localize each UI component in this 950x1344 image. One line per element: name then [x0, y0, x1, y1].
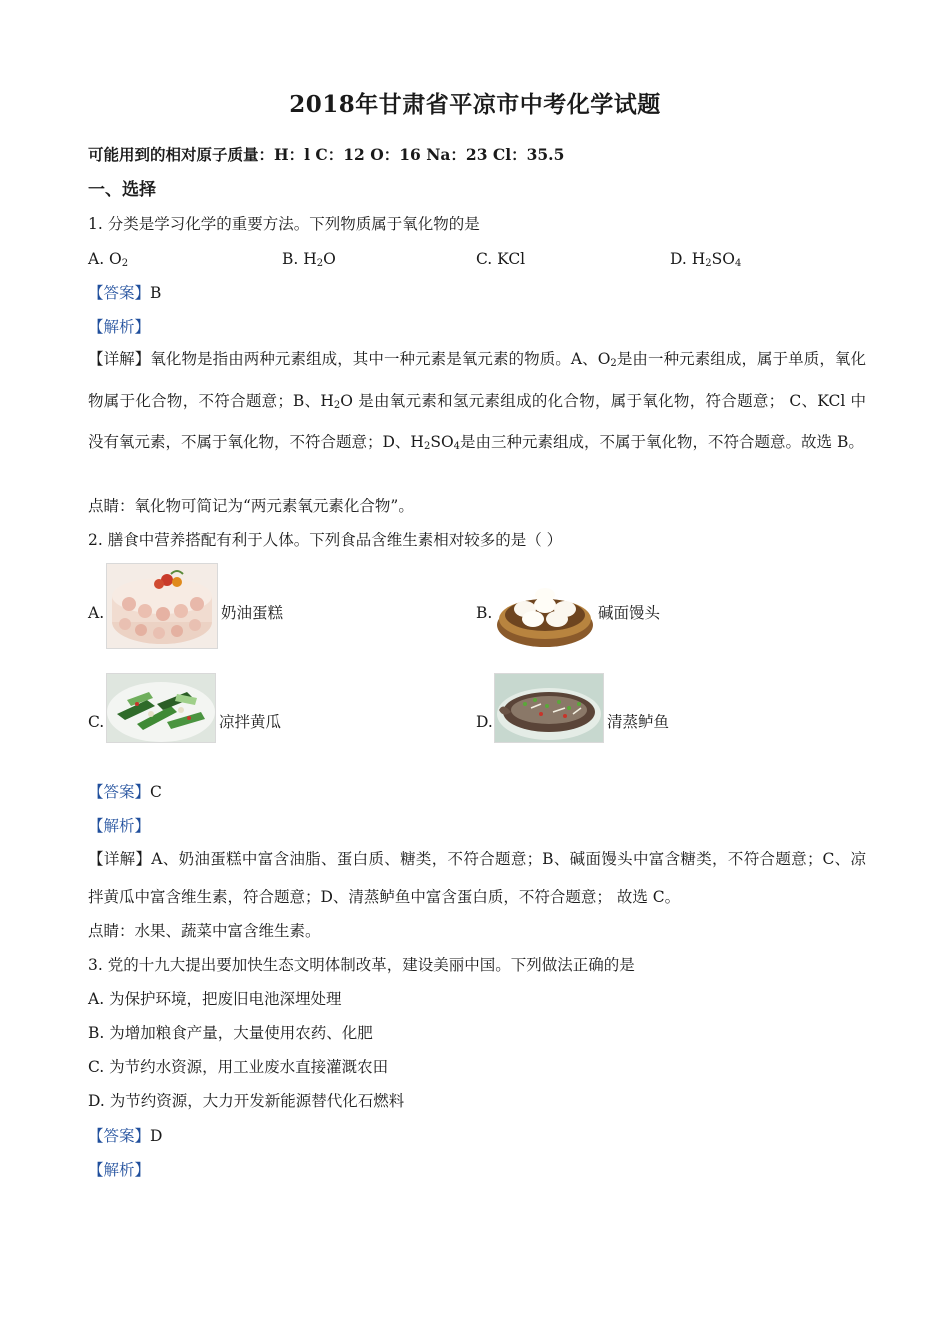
- answer-tag: 【答案】: [88, 284, 151, 302]
- cream-cake-image: [106, 563, 218, 649]
- q1-option-d-sub1: 2: [705, 258, 712, 269]
- q1-option-c: C. KCl: [476, 250, 526, 268]
- q3-option-d: D. 为节约资源，大力开发新能源替代化石燃料: [88, 1092, 405, 1110]
- page-title: 2018年甘肃省平凉市中考化学试题: [289, 91, 661, 118]
- steamed-perch-image: [494, 673, 604, 743]
- q2-answer: [88, 782, 162, 802]
- q1-answer: [88, 283, 161, 303]
- q2-option-c-letter: C.: [88, 713, 105, 731]
- q1-option-b-sub: 2: [316, 258, 324, 269]
- q1-detail-sub-c: 2: [423, 441, 431, 452]
- q1-detail-4: SO: [430, 433, 454, 451]
- q2-option-a-letter: A.: [88, 604, 105, 622]
- q1-detail: [88, 341, 866, 466]
- q2-answer-value: C: [150, 783, 162, 801]
- q3-answer: [88, 1126, 162, 1146]
- q2-option-d-letter: D.: [476, 713, 493, 731]
- q1-option-a-sub: 2: [121, 258, 129, 269]
- q1-analysis-tag: 【解析】: [88, 318, 151, 336]
- q1-answer-value: B: [150, 284, 162, 302]
- atomic-masses: 可能用到的相对原子质量：H：l C：12 O：16 Na：23 Cl：35.5: [88, 145, 565, 164]
- cucumber-salad-image: [106, 673, 216, 743]
- q2-option-a-label: 奶油蛋糕: [221, 604, 284, 622]
- q1-stem: 1. 分类是学习化学的重要方法。下列物质属于氧化物的是: [88, 215, 480, 233]
- q1-tip: 点睛：氧化物可简记为“两元素氧元素化合物”。: [88, 497, 414, 515]
- steamed-bun-image: [494, 574, 596, 650]
- q1-option-d-sub2: 4: [734, 258, 742, 269]
- answer-tag: 【答案】: [88, 1127, 151, 1145]
- q2-analysis-tag: 【解析】: [88, 817, 151, 835]
- q3-stem: 3. 党的十九大提出要加快生态文明体制改革，建设美丽中国。下列做法正确的是: [88, 956, 635, 974]
- answer-tag: 【答案】: [88, 783, 151, 801]
- q1-option-a: A. $O_2$: [88, 250, 129, 269]
- q1-detail-5: 是由三种元素组成，不属于氧化物，不符合题意。故选 B。: [460, 433, 864, 451]
- q3-option-a: A. 为保护环境，把废旧电池深埋处理: [88, 990, 342, 1008]
- q1-option-b: B. $H_2O$: [282, 250, 336, 269]
- q3-option-b: B. 为增加粮食产量，大量使用农药、化肥: [88, 1024, 373, 1042]
- section-heading: 一、选择: [88, 180, 156, 200]
- q2-detail-1: A、奶油蛋糕中富含油脂、蛋白质、糖类，不符合题意；B、碱面馒头中富含糖类，不符合题意；C、凉拌黄瓜中富含维生素，符合题意；D、清蒸鲈鱼中富含蛋白质，不符合题意； 故选 C。: [88, 850, 866, 906]
- q1-detail-1: 氧化物是指由两种元素组成，其中一种元素是氧元素的物质。A、O: [150, 350, 611, 368]
- q3-analysis-tag: 【解析】: [88, 1161, 151, 1179]
- q1-detail-2: 是由一种元素组成，属于单质，氧化物属于化合物，不符合题意；B、H: [88, 350, 866, 410]
- detail-tag: 【详解】: [88, 350, 151, 368]
- q1-detail-sub-a: 2: [610, 358, 617, 369]
- q1-option-d: D. $H_2SO_4$: [670, 250, 742, 269]
- q2-stem: 2. 膳食中营养搭配有利于人体。下列食品含维生素相对较多的是（ ）: [88, 531, 563, 549]
- q2-option-d-label: 清蒸鲈鱼: [607, 713, 670, 731]
- detail-tag: 【详解】: [88, 850, 152, 868]
- q2-detail: [88, 841, 866, 916]
- q2-option-c-label: 凉拌黄瓜: [219, 713, 282, 731]
- q1-detail-sub-b: 2: [333, 399, 341, 411]
- q2-tip: 点睛：水果、蔬菜中富含维生素。: [88, 922, 321, 940]
- q1-detail-3: O 是由氧元素和氢元素组成的化合物，属于氧化物，符合题意； C、KCl 中没有氧元素，不属于氧化物，不符合题意；D、H: [88, 391, 866, 451]
- q3-answer-value: D: [150, 1127, 163, 1145]
- q2-option-b-letter: B.: [476, 604, 493, 622]
- q1-detail-sub-d: 4: [453, 441, 461, 452]
- q3-option-c: C. 为节约水资源，用工业废水直接灌溉农田: [88, 1058, 389, 1076]
- q2-option-b-label: 碱面馒头: [598, 604, 661, 622]
